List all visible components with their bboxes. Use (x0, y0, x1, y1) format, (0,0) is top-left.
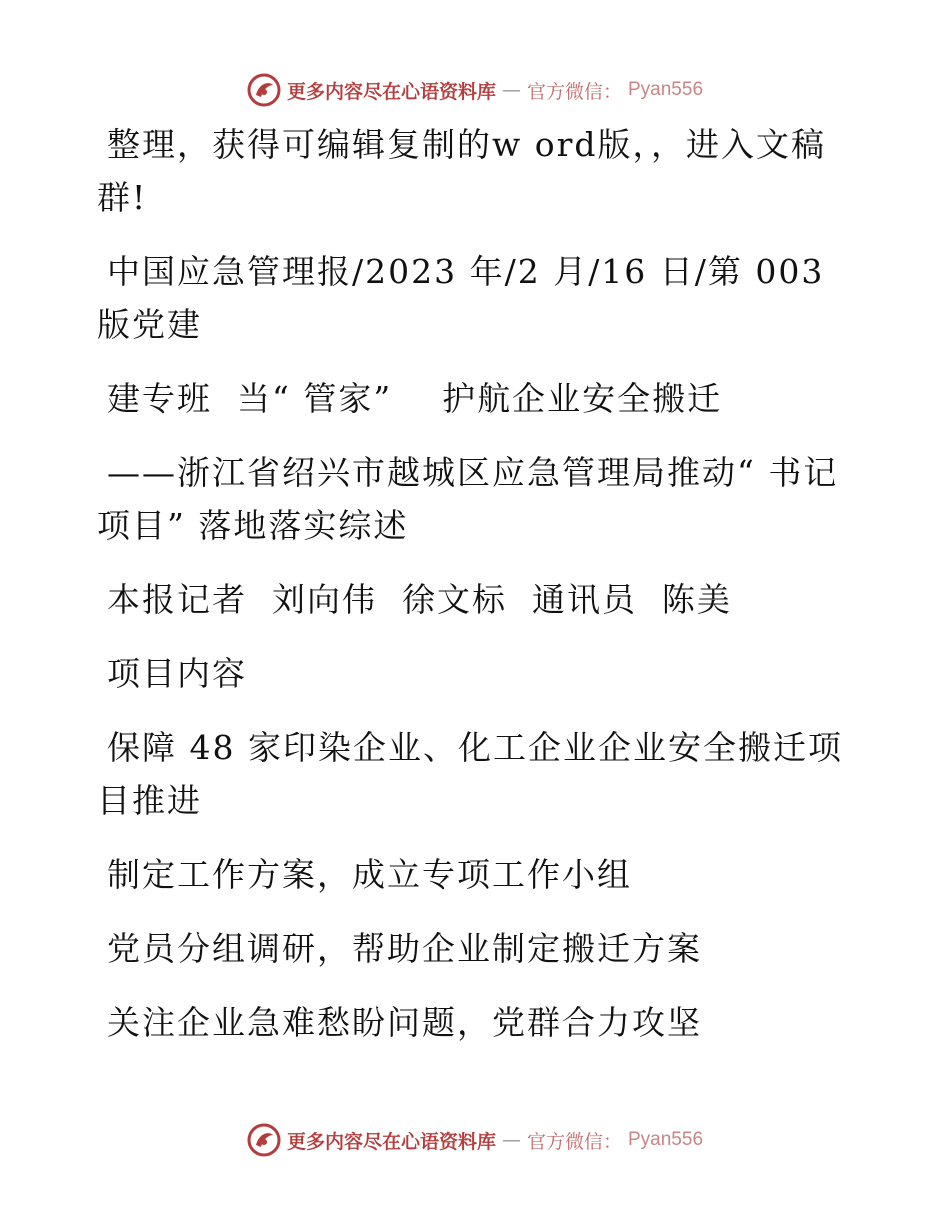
paragraph-9: 党员分组调研，帮助企业制定搬迁方案 (107, 929, 702, 968)
header-banner (0, 70, 950, 110)
paragraph-6: 项目内容 (107, 654, 247, 693)
footer-banner (0, 1120, 950, 1160)
paragraph-10: 关注企业急难愁盼问题，党群合力攻坚 (107, 1003, 702, 1042)
paragraph-7: 保障 48 家印染企业、化工企业企业安全搬迁项目推进 (97, 728, 843, 820)
footer-dash: — (501, 1129, 521, 1151)
paragraph-1: 整理，获得可编辑复制的w ord版，，进入文稿群! (97, 125, 827, 217)
paragraph-2: 中国应急管理报/2023 年/2 月/16 日/第 003 版党建 (97, 252, 837, 344)
paragraph-3: 建专班 当“ 管家” 护航企业安全搬迁 (107, 379, 723, 418)
header-site-text: 更多内容尽在心语资料库 (286, 80, 496, 103)
header-dash: — (501, 79, 521, 101)
red-swirl-logo-icon (247, 73, 281, 107)
header-banner-inner (247, 73, 703, 107)
paragraph-8: 制定工作方案，成立专项工作小组 (107, 855, 632, 894)
red-swirl-logo-icon (247, 1123, 281, 1157)
paragraph-5: 本报记者 刘向伟 徐文标 通讯员 陈美 (107, 580, 732, 619)
header-wechat-id: Pyan556 (628, 79, 704, 100)
paragraph-4: ——浙江省绍兴市越城区应急管理局推动“ 书记项目” 落地落实综述 (97, 453, 839, 545)
footer-wechat-label: 官方微信： (526, 1130, 622, 1153)
footer-banner-inner (247, 1123, 703, 1157)
footer-site-text: 更多内容尽在心语资料库 (286, 1130, 496, 1153)
footer-wechat-id: Pyan556 (628, 1129, 704, 1150)
header-wechat-label: 官方微信： (526, 80, 622, 103)
document-body (97, 118, 857, 1070)
